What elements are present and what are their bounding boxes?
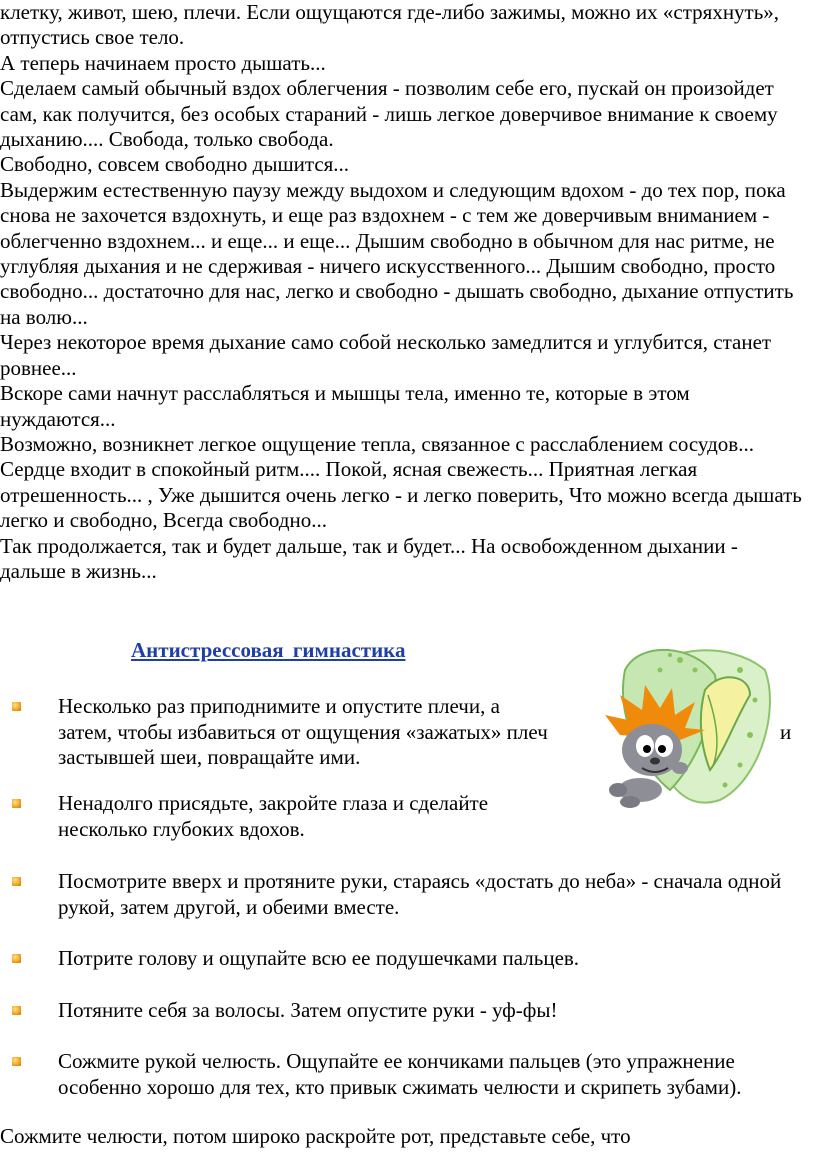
orange-square-bullet-icon bbox=[12, 702, 21, 711]
paragraph: Сделаем самый обычный вздох облегчения - позволим себе его, пускай он произойдет сам, как получится, без особых стараний - лишь легкое доверчивое внимание к своему дыханию.... Свобода, только свобода. bbox=[0, 76, 778, 152]
bullet-text: Посмотрите вверх и протяните руки, стараясь «достать до неба» - сначала одной рукой, затем другой, и обеими вместе. bbox=[58, 869, 782, 919]
orange-square-bullet-icon bbox=[12, 877, 21, 886]
paragraph: Возможно, возникнет легкое ощущение тепла, связанное с расслаблением сосудов... Сердце входит в спокойный ритм.... Покой, ясная свежесть... Приятная легкая отрешенность... , Уже дышится очень легко - и легко поверить, Что можно всегда дышать легко и свободно, Всегда свободно... bbox=[0, 431, 802, 533]
bullet-text: затем, чтобы избавиться от ощущения «зажатых» плеч bbox=[58, 719, 548, 744]
paragraph: А теперь начинаем просто дышать... bbox=[0, 50, 326, 75]
paragraph: клетку, живот, шею, плечи. Если ощущаются где-либо зажимы, можно их «стряхнуть», отпустись свое тело. bbox=[0, 0, 780, 50]
bullet-text: застывшей шеи, повращайте ими. bbox=[58, 745, 361, 770]
orange-square-bullet-icon bbox=[12, 1057, 21, 1066]
bullet-text: Несколько раз приподнимите и опустите плечи, а bbox=[58, 694, 500, 718]
paragraph: Так продолжается, так и будет дальше, так и будет... На освобожденном дыхании - дальше в жизнь... bbox=[0, 533, 738, 583]
bullet-text: Сожмите рукой челюсть. Ощупайте ее кончиками пальцев (это упражнение особенно хорошо для тех, кто привык сжимать челюсти и скрипеть зубами). bbox=[58, 1049, 742, 1099]
bullet-text: Ненадолго присядьте, закройте глаза и сделайте несколько глубоких вдохов. bbox=[58, 791, 489, 841]
bullet-text: Потяните себя за волосы. Затем опустите руки - уф-фы! bbox=[58, 998, 558, 1022]
section-heading-link[interactable]: Антистрессовая гимнастика bbox=[131, 638, 406, 662]
orange-square-bullet-icon bbox=[12, 799, 21, 808]
paragraph: Выдержим естественную паузу между выдохом и следующим вдохом - до тех пор, пока снова не захочется вздохнуть, и еще раз вздохнем - с тем же доверчивым вниманием - облегченно вздохнем... и еще... и еще... Дышим свободно в обычном для нас ритме, не углубляя дыхания и не сдерживая - ничего искусственного... Дышим свободно, просто свободно... достаточно для нас, легко и свободно - дышать свободно, дыхание отпустить на волю... bbox=[0, 177, 794, 329]
bullet-text: Потрите голову и ощупайте всю ее подушечками пальцев. bbox=[58, 946, 580, 970]
bullet-text: и bbox=[780, 719, 792, 744]
breathing-text bbox=[0, 0, 808, 584]
orange-square-bullet-icon bbox=[12, 954, 21, 963]
orange-square-bullet-icon bbox=[12, 1006, 21, 1015]
paragraph: Свободно, совсем свободно дышится... bbox=[0, 152, 350, 177]
paragraph: Сожмите челюсти, потом широко раскройте рот, представьте себе, что bbox=[0, 1124, 631, 1148]
paragraph: Через некоторое время дыхание само собой несколько замедлится и углубится, станет ровнее... bbox=[0, 330, 772, 380]
paragraph: Вскоре сами начнут расслабляться и мышцы тела, именно те, которые в этом нуждаются... bbox=[0, 381, 690, 431]
